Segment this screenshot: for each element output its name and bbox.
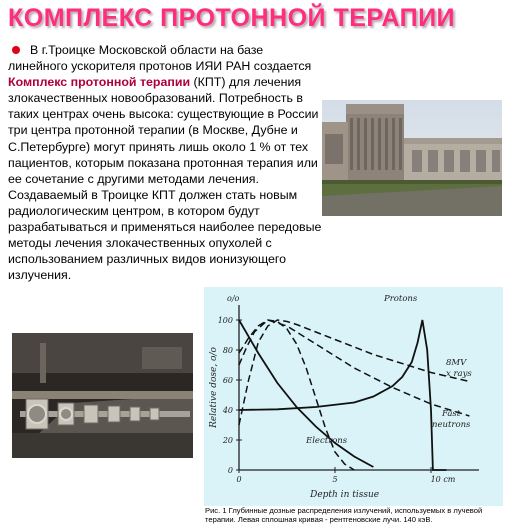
x-axis-title: Depth in tissue	[310, 490, 380, 500]
series-label-xrays-2: x rays	[446, 369, 472, 379]
series-label-xrays: 8MV	[446, 358, 467, 368]
y-tick-label: 20	[222, 436, 233, 445]
y-tick-label: 80	[222, 346, 233, 355]
ptc-highlight: Комплекс протонной терапии	[8, 75, 191, 90]
y-tick-label: 0	[227, 466, 233, 475]
series-label-electrons: Electrons	[306, 436, 348, 446]
series-label-neutrons: Fast	[442, 409, 461, 419]
y-tick-label: 40	[222, 406, 233, 415]
accelerator-photo	[12, 333, 193, 458]
y-tick-label: 60	[222, 376, 233, 385]
building-photo	[322, 100, 502, 216]
paragraph-part-2: (КПТ) для лечения злокачественных новообразований. Потребность в таких центрах очень высока: существующие в России три центра протонной терапии (в Москве, Дубне и С.Петербурге) могут принять лишь около 1 % от тех пациентов, которым показана протонная терапия или ее сочетание с другими методами лечения. Создаваемый в Троицке КПТ должен стать новым радиологическим центром, в котором будут разрабатываться и применяться наиболее передовые методы лечения злокачественных опухолей с использованием различных видов ионизующего излучения.	[8, 75, 322, 283]
paragraph-part-1: В г.Троицке Московской области на базе линейного ускорителя протонов ИЯИ РАН создается	[8, 43, 312, 74]
page-title: КОМПЛЕКС ПРОТОННОЙ ТЕРАПИИ	[8, 4, 456, 32]
figure-caption: Рис. 1 Глубинные дозные распределения излучений, используемых в лучевой терапии. Левая сплошная кривая - рентгеновские лучи. 140 кэВ.	[205, 506, 483, 524]
y-tick-label: 100	[217, 316, 233, 325]
series-label-neutrons-2: neutrons	[432, 420, 471, 430]
x-unit-label: 10 cm	[430, 475, 456, 484]
intro-paragraph	[8, 42, 326, 283]
x-tick-label: 0	[236, 475, 242, 484]
chart-plot	[204, 287, 503, 506]
x-tick-label: 5	[332, 475, 338, 484]
y-unit-label: o/o	[227, 294, 240, 303]
series-line-4	[239, 320, 354, 470]
depth-dose-chart	[204, 287, 503, 506]
series-label-protons: Protons	[384, 294, 418, 304]
y-axis-title: Relative dose, o/o	[209, 347, 219, 428]
